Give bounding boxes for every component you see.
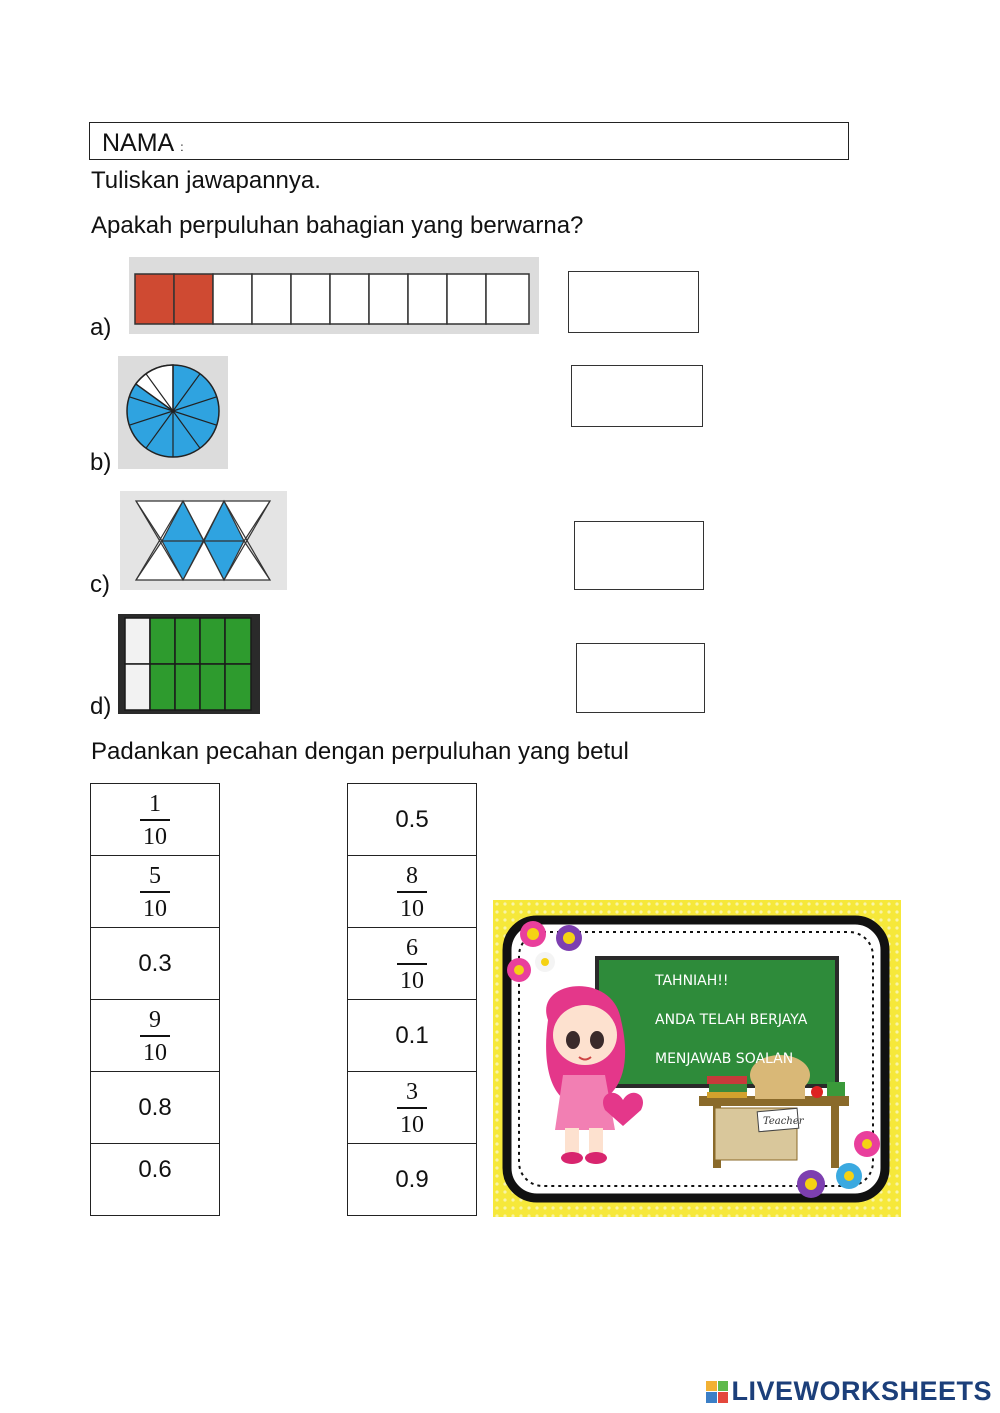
question-heading: Apakah perpuluhan bahagian yang berwarna?: [91, 212, 584, 239]
decimal-column: [347, 783, 477, 1216]
match-right-cell[interactable]: $\frac{6}{10}$: [348, 928, 477, 1000]
match-right-cell[interactable]: 0.5: [348, 784, 477, 856]
match-left-cell[interactable]: $\frac{5}{10}$: [91, 856, 220, 928]
match-left-cell[interactable]: $\frac{1}{10}$: [91, 784, 220, 856]
answer-box-d[interactable]: [576, 643, 705, 713]
figure-d-grid: [118, 614, 260, 714]
congrats-line-3: MENJAWAB SOALAN: [655, 1051, 794, 1067]
match-heading: Padankan pecahan dengan perpuluhan yang betul: [91, 738, 629, 765]
match-left-cell[interactable]: 0.8: [91, 1072, 220, 1144]
match-right-cell[interactable]: 0.9: [348, 1144, 477, 1216]
logo-text: LIVEWORKSHEETS: [731, 1376, 992, 1406]
logo-badge-icon: [706, 1381, 728, 1403]
match-left-cell[interactable]: $\frac{9}{10}$: [91, 1000, 220, 1072]
congrats-line-2: ANDA TELAH BERJAYA: [655, 1012, 808, 1028]
match-right-cell[interactable]: $\frac{3}{10}$: [348, 1072, 477, 1144]
name-field[interactable]: [89, 122, 849, 160]
answer-box-c[interactable]: [574, 521, 704, 590]
question-label-c: c): [90, 571, 110, 598]
name-label: NAMA :: [102, 129, 184, 157]
answer-box-a[interactable]: [568, 271, 699, 333]
question-label-d: d): [90, 693, 112, 720]
figure-a-strip: [129, 257, 539, 334]
match-left-cell[interactable]: 0.6: [91, 1144, 220, 1216]
congrats-illustration: [493, 900, 901, 1217]
match-right-cell[interactable]: $\frac{8}{10}$: [348, 856, 477, 928]
question-label-b: b): [90, 449, 112, 476]
match-left-cell[interactable]: 0.3: [91, 928, 220, 1000]
congrats-line-1: TAHNIAH!!: [655, 973, 729, 989]
figure-c-triangles: [120, 491, 287, 590]
match-right-cell[interactable]: 0.1: [348, 1000, 477, 1072]
answer-box-b[interactable]: [571, 365, 703, 427]
instruction-text: Tuliskan jawapannya.: [91, 167, 321, 194]
fraction-column: [90, 783, 220, 1216]
question-label-a: a): [90, 314, 112, 341]
liveworksheets-logo[interactable]: [706, 1376, 992, 1407]
board-text: [655, 962, 807, 1079]
figure-b-circle: [118, 356, 228, 469]
desk-sign-text: Teacher: [763, 1116, 804, 1127]
